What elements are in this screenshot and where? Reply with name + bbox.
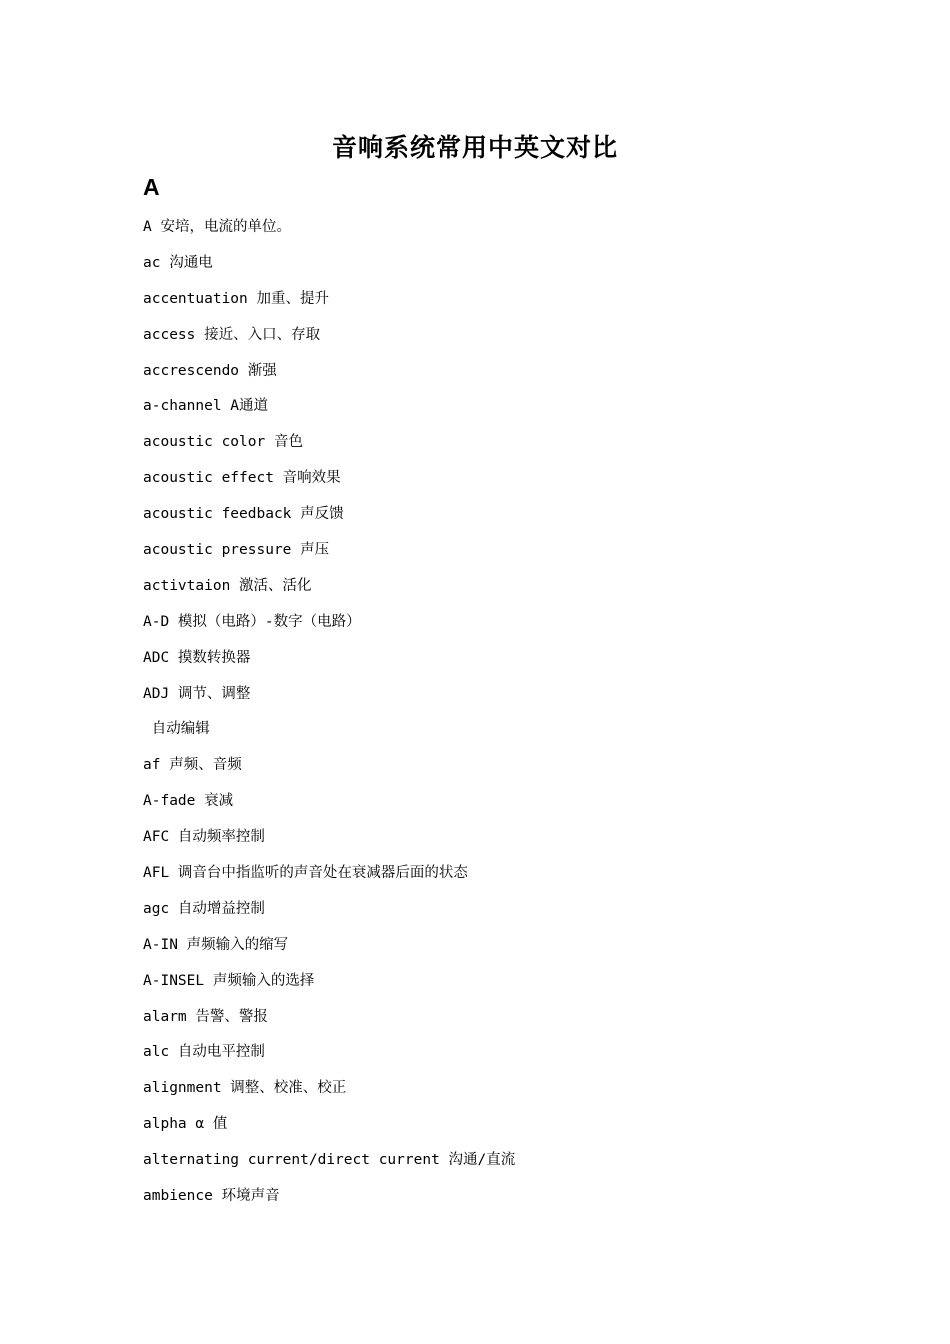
glossary-entry: access 接近、入口、存取 <box>143 326 321 343</box>
glossary-entry: acoustic pressure 声压 <box>143 542 330 559</box>
glossary-entry: 自动编辑 <box>143 721 210 738</box>
glossary-entry: af 声频、音频 <box>143 757 242 774</box>
glossary-entry: activtaion 激活、活化 <box>143 577 312 594</box>
glossary-entry: agc 自动增益控制 <box>143 900 265 917</box>
glossary-entry: alpha α 值 <box>143 1116 228 1133</box>
glossary-entry: A-fade 衰减 <box>143 793 234 810</box>
glossary-entry: ac 沟通电 <box>143 254 213 271</box>
glossary-entry: AFC 自动频率控制 <box>143 829 265 846</box>
glossary-entry: alarm 告警、警报 <box>143 1008 268 1025</box>
glossary-list <box>143 214 515 1219</box>
glossary-entry: ADJ 调节、调整 <box>143 685 251 702</box>
document-title: 音响系统常用中英文对比 <box>331 133 618 162</box>
glossary-entry: accentuation 加重、提升 <box>143 290 329 307</box>
glossary-entry: accrescendo 渐强 <box>143 362 277 379</box>
glossary-entry: alignment 调整、校准、校正 <box>143 1080 347 1097</box>
glossary-entry: ambience 环境声音 <box>143 1188 280 1205</box>
glossary-entry: AFL 调音台中指监听的声音处在衰减器后面的状态 <box>143 865 468 882</box>
glossary-entry: A-D 模拟（电路）-数字（电路） <box>143 613 361 630</box>
glossary-entry: acoustic feedback 声反馈 <box>143 506 344 523</box>
glossary-entry: alc 自动电平控制 <box>143 1044 265 1061</box>
glossary-entry: A-IN 声频输入的缩写 <box>143 936 289 953</box>
glossary-entry: acoustic effect 音响效果 <box>143 470 341 487</box>
glossary-entry: alternating current/direct current 沟通/直流 <box>143 1152 516 1169</box>
glossary-entry: A-INSEL 声频输入的选择 <box>143 972 315 989</box>
glossary-entry: A 安培，电流的单位。 <box>143 219 291 235</box>
section-heading: A <box>143 174 160 200</box>
glossary-entry: a-channel A通道 <box>143 398 269 415</box>
glossary-entry: ADC 摸数转换器 <box>143 649 251 666</box>
glossary-entry: acoustic color 音色 <box>143 434 303 451</box>
